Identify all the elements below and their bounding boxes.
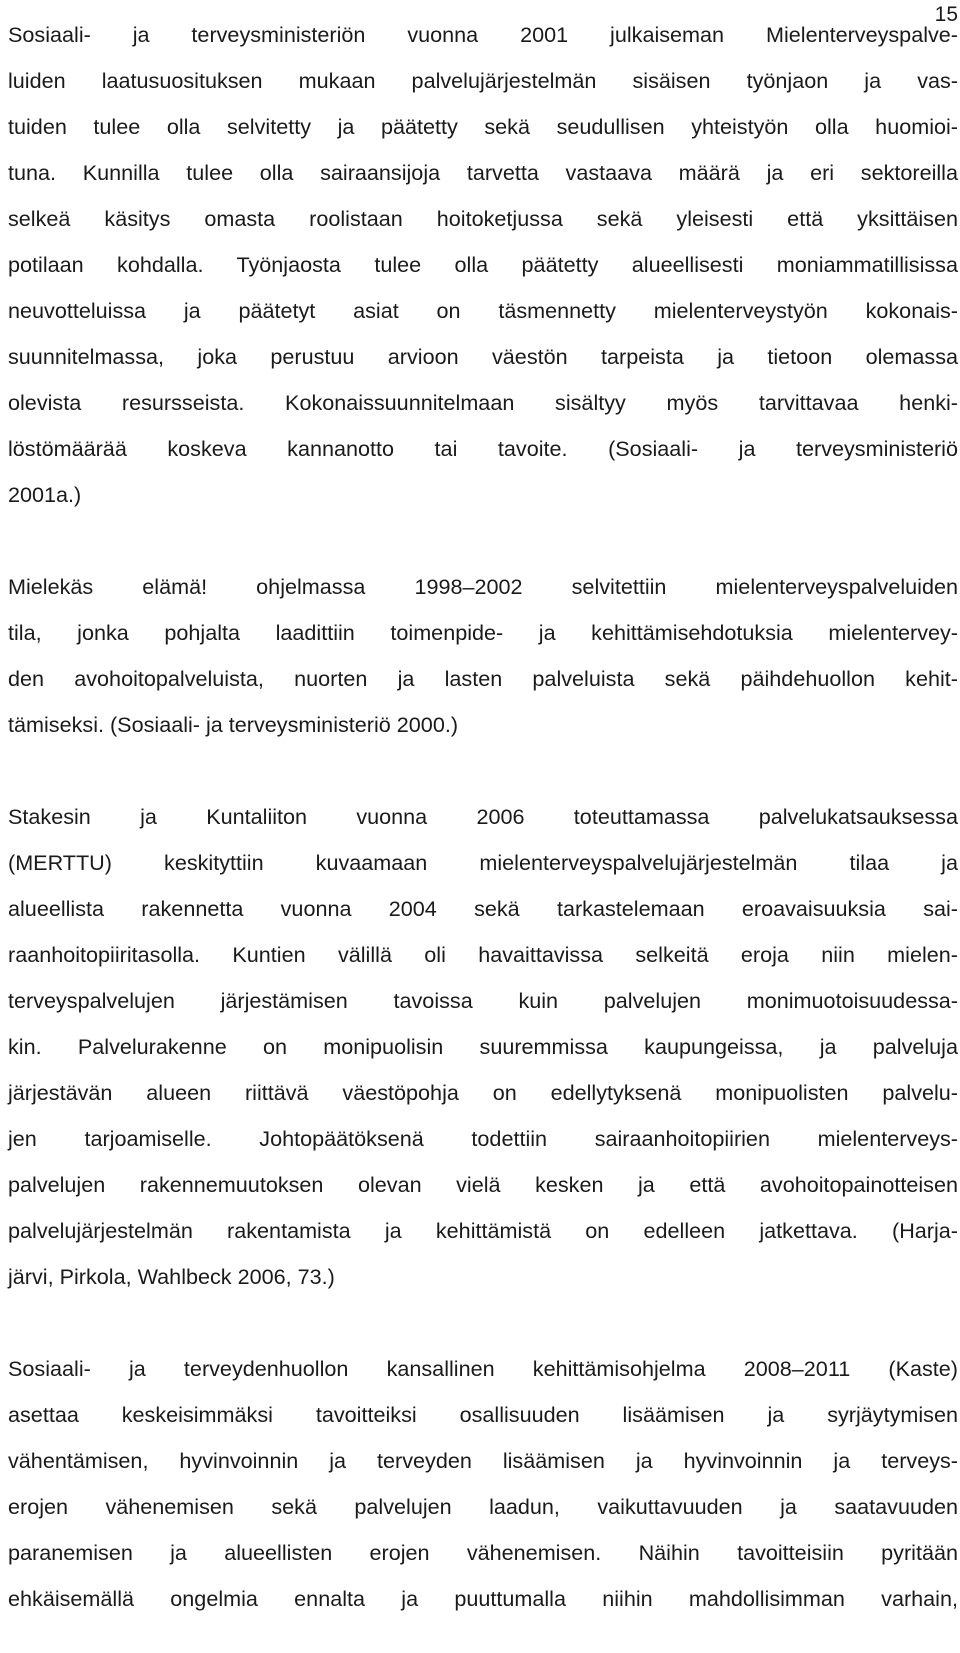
paragraph-gap	[8, 1300, 958, 1346]
text-line: palvelujärjestelmän rakentamista ja kehittämistä on edelleen jatkettava. (Harja-	[8, 1218, 958, 1243]
text-line: Sosiaali- ja terveysministeriön vuonna 2001 julkaiseman Mielenterveyspalve-	[8, 22, 958, 47]
text-line: ehkäisemällä ongelmia ennalta ja puuttumalla niihin mahdollisimman varhain,	[8, 1586, 958, 1611]
text-line: tämiseksi. (Sosiaali- ja terveysministeriö 2000.)	[8, 712, 459, 737]
paragraph-2	[8, 564, 958, 748]
text-line: 2001a.)	[8, 482, 82, 507]
text-line: järvi, Pirkola, Wahlbeck 2006, 73.)	[8, 1264, 335, 1289]
paragraph-4	[8, 1346, 958, 1622]
text-line: raanhoitopiiritasolla. Kuntien välillä oli havaittavissa selkeitä eroja niin mielen-	[8, 942, 958, 967]
text-line: jen tarjoamiselle. Johtopäätöksenä todettiin sairaanhoitopiirien mielenterveys-	[8, 1126, 958, 1151]
text-line: potilaan kohdalla. Työnjaosta tulee olla päätetty alueellisesti moniammatillisissa	[8, 252, 958, 277]
text-line: Mielekäs elämä! ohjelmassa 1998–2002 selvitettiin mielenterveyspalveluiden	[8, 574, 958, 599]
text-line: paranemisen ja alueellisten erojen vähenemisen. Näihin tavoitteisiin pyritään	[8, 1540, 958, 1565]
text-line: järjestävän alueen riittävä väestöpohja on edellytyksenä monipuolisten palvelu-	[8, 1080, 958, 1105]
document-body	[8, 12, 958, 1622]
text-line: suunnitelmassa, joka perustuu arvioon väestön tarpeista ja tietoon olemassa	[8, 344, 958, 369]
page-number: 15	[934, 3, 958, 26]
text-line: asettaa keskeisimmäksi tavoitteiksi osallisuuden lisäämisen ja syrjäytymisen	[8, 1402, 958, 1427]
text-line: Sosiaali- ja terveydenhuollon kansallinen kehittämisohjelma 2008–2011 (Kaste)	[8, 1356, 958, 1381]
text-line: luiden laatusuosituksen mukaan palvelujärjestelmän sisäisen työnjaon ja vas-	[8, 68, 958, 93]
text-line: (MERTTU) keskityttiin kuvaamaan mielenterveyspalvelujärjestelmän tilaa ja	[8, 850, 958, 875]
text-line: den avohoitopalveluista, nuorten ja lasten palveluista sekä päihdehuollon kehit-	[8, 666, 958, 691]
text-line: tila, jonka pohjalta laadittiin toimenpide- ja kehittämisehdotuksia mielentervey-	[8, 620, 958, 645]
text-line: löstömäärää koskeva kannanotto tai tavoite. (Sosiaali- ja terveysministeriö	[8, 436, 958, 461]
text-line: terveyspalvelujen järjestämisen tavoissa kuin palvelujen monimuotoisuudessa-	[8, 988, 958, 1013]
paragraph-gap	[8, 748, 958, 794]
text-line: vähentämisen, hyvinvoinnin ja terveyden lisäämisen ja hyvinvoinnin ja terveys-	[8, 1448, 958, 1473]
text-line: neuvotteluissa ja päätetyt asiat on täsmennetty mielenterveystyön kokonais-	[8, 298, 958, 323]
text-line: palvelujen rakennemuutoksen olevan vielä kesken ja että avohoitopainotteisen	[8, 1172, 958, 1197]
paragraph-1	[8, 12, 958, 518]
text-line: erojen vähenemisen sekä palvelujen laadun, vaikuttavuuden ja saatavuuden	[8, 1494, 958, 1519]
paragraph-3	[8, 794, 958, 1300]
text-line: kin. Palvelurakenne on monipuolisin suuremmissa kaupungeissa, ja palveluja	[8, 1034, 958, 1059]
text-line: Stakesin ja Kuntaliiton vuonna 2006 toteuttamassa palvelukatsauksessa	[8, 804, 958, 829]
text-line: tuiden tulee olla selvitetty ja päätetty sekä seudullisen yhteistyön olla huomioi-	[8, 114, 958, 139]
text-line: tuna. Kunnilla tulee olla sairaansijoja tarvetta vastaava määrä ja eri sektoreilla	[8, 160, 958, 185]
text-line: selkeä käsitys omasta roolistaan hoitoketjussa sekä yleisesti että yksittäisen	[8, 206, 958, 231]
text-line: alueellista rakennetta vuonna 2004 sekä tarkastelemaan eroavaisuuksia sai-	[8, 896, 958, 921]
paragraph-gap	[8, 518, 958, 564]
text-line: olevista resursseista. Kokonaissuunnitelmaan sisältyy myös tarvittavaa henki-	[8, 390, 958, 415]
